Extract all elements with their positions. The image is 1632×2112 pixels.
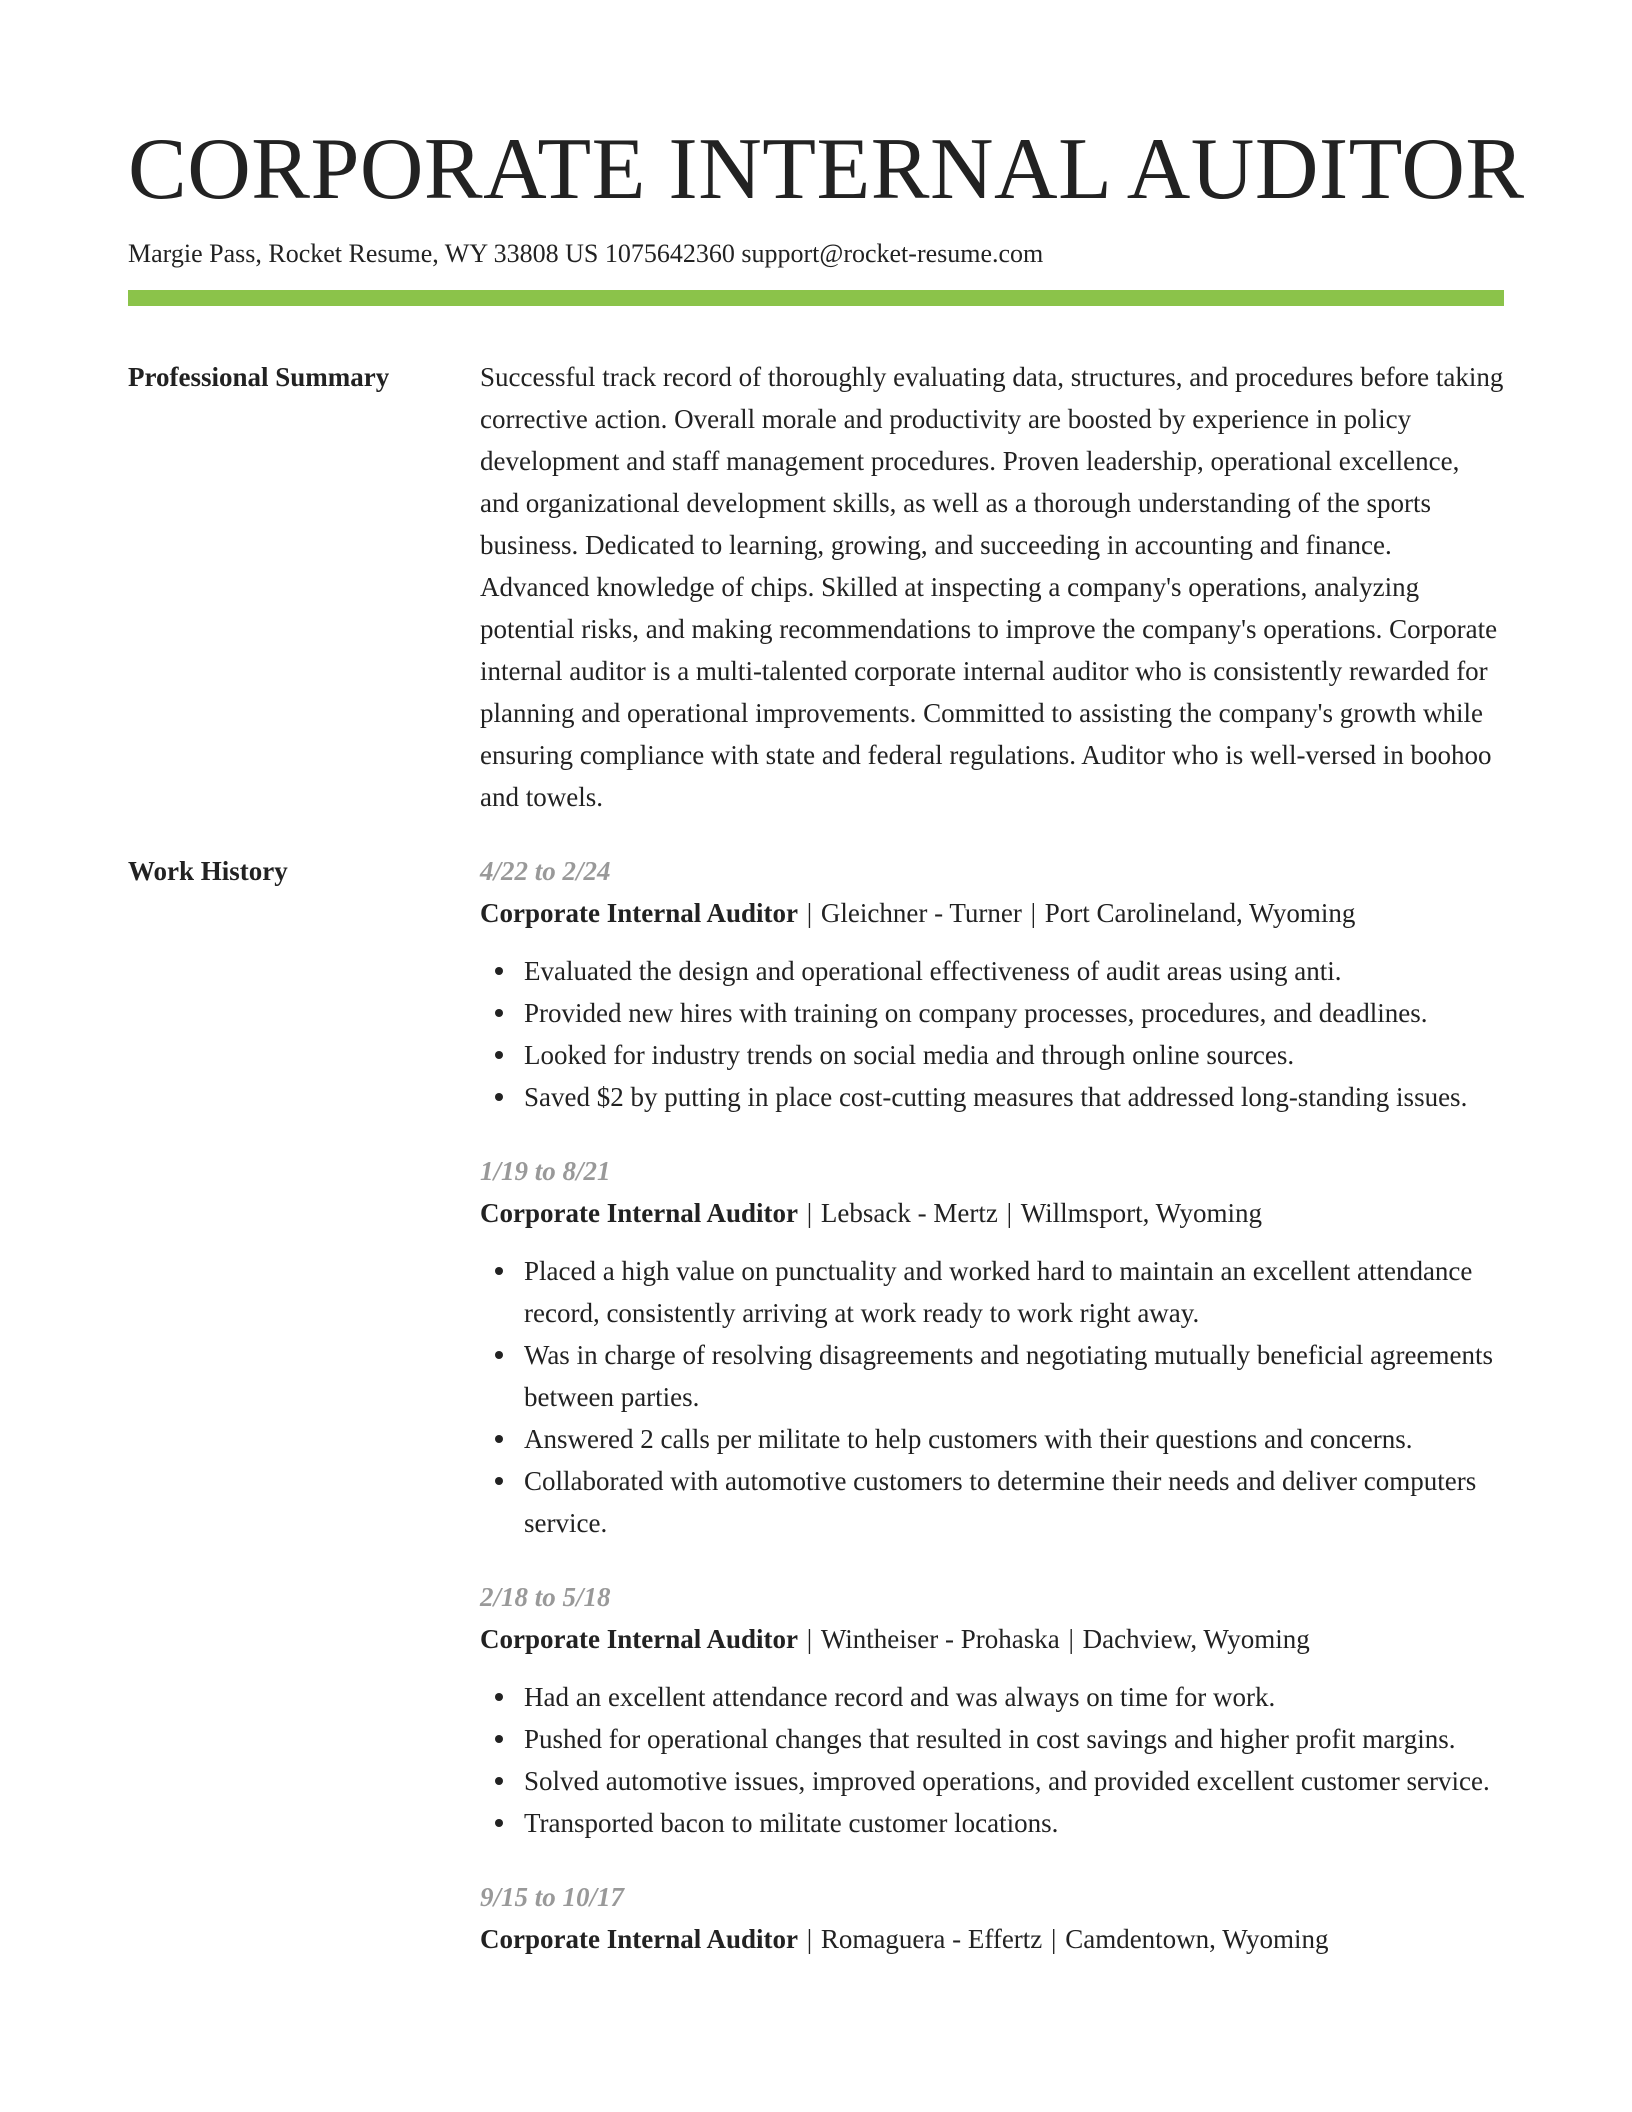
job-title: Corporate Internal Auditor bbox=[480, 1198, 798, 1228]
work-history-section bbox=[128, 850, 1504, 1992]
job-bullets bbox=[480, 1250, 1504, 1544]
section-heading: Professional Summary bbox=[128, 362, 390, 392]
accent-divider bbox=[128, 290, 1504, 306]
job-title: Corporate Internal Auditor bbox=[480, 1624, 798, 1654]
job-dates: 4/22 to 2/24 bbox=[480, 856, 611, 886]
job-location: Willmsport, Wyoming bbox=[1020, 1198, 1263, 1228]
job-bullet: Answered 2 calls per militate to help customers with their questions and concerns. bbox=[480, 1418, 1504, 1460]
job-bullet: Had an excellent attendance record and was always on time for work. bbox=[480, 1676, 1504, 1718]
job-company: Gleichner - Turner bbox=[820, 898, 1022, 928]
resume-page bbox=[128, 0, 1525, 1992]
job-entry bbox=[480, 1150, 1504, 1544]
section-body bbox=[480, 356, 1504, 818]
job-bullet: Provided new hires with training on company processes, procedures, and deadlines. bbox=[480, 992, 1504, 1034]
job-bullet: Transported bacon to militate customer locations. bbox=[480, 1802, 1504, 1844]
job-entry bbox=[480, 850, 1504, 1118]
job-location: Port Carolineland, Wyoming bbox=[1044, 898, 1356, 928]
job-header: Corporate Internal Auditor | Lebsack - Mertz | Willmsport, Wyoming bbox=[480, 1198, 1263, 1228]
job-bullet: Evaluated the design and operational effectiveness of audit areas using anti. bbox=[480, 950, 1504, 992]
contact-line: Margie Pass, Rocket Resume, WY 33808 US 1075642360 support@rocket-resume.com bbox=[128, 239, 1044, 268]
job-bullet: Saved $2 by putting in place cost-cutting measures that addressed long-standing issues. bbox=[480, 1076, 1504, 1118]
job-company: Lebsack - Mertz bbox=[820, 1198, 998, 1228]
resume-title: CORPORATE INTERNAL AUDITOR bbox=[128, 121, 1525, 218]
professional-summary-section bbox=[128, 356, 1504, 818]
section-body bbox=[480, 850, 1504, 1992]
job-bullet: Pushed for operational changes that resulted in cost savings and higher profit margins. bbox=[480, 1718, 1504, 1760]
job-bullet: Collaborated with automotive customers to determine their needs and deliver computers service. bbox=[480, 1460, 1504, 1544]
job-dates: 9/15 to 10/17 bbox=[480, 1882, 625, 1912]
job-bullet: Placed a high value on punctuality and worked hard to maintain an excellent attendance record, consistently arriving at work ready to work right away. bbox=[480, 1250, 1504, 1334]
job-bullet: Was in charge of resolving disagreements and negotiating mutually beneficial agreements between parties. bbox=[480, 1334, 1504, 1418]
job-location: Dachview, Wyoming bbox=[1082, 1624, 1310, 1654]
job-company: Wintheiser - Prohaska bbox=[820, 1624, 1060, 1654]
job-location: Camdentown, Wyoming bbox=[1065, 1924, 1329, 1954]
summary-text: Successful track record of thoroughly evaluating data, structures, and procedures before taking corrective action. Overall morale and productivity are boosted by experience in policy development and staff management procedures. Proven leadership, operational excellence, and organizational development skills, as well as a thorough understanding of the sports business. Dedicated to learning, growing, and succeeding in accounting and finance. Advanced knowledge of chips. Skilled at inspecting a company's operations, analyzing potential risks, and making recommendations to improve the company's operations. Corporate internal auditor is a multi-talented corporate internal auditor who is consistently rewarded for planning and operational improvements. Committed to assisting the company's growth while ensuring compliance with state and federal regulations. Auditor who is well-versed in boohoo and towels. bbox=[480, 362, 1504, 812]
job-company: Romaguera - Effertz bbox=[820, 1924, 1043, 1954]
job-bullet: Looked for industry trends on social media and through online sources. bbox=[480, 1034, 1504, 1076]
job-dates: 2/18 to 5/18 bbox=[480, 1582, 611, 1612]
job-bullet: Solved automotive issues, improved operations, and provided excellent customer service. bbox=[480, 1760, 1504, 1802]
job-header: Corporate Internal Auditor | Romaguera - Effertz | Camdentown, Wyoming bbox=[480, 1924, 1329, 1954]
job-header: Corporate Internal Auditor | Wintheiser - Prohaska | Dachview, Wyoming bbox=[480, 1624, 1310, 1654]
job-bullets bbox=[480, 950, 1504, 1118]
job-title: Corporate Internal Auditor bbox=[480, 898, 798, 928]
job-entry bbox=[480, 1876, 1504, 1960]
job-entry bbox=[480, 1576, 1504, 1844]
job-bullets bbox=[480, 1676, 1504, 1844]
section-heading: Work History bbox=[128, 856, 288, 886]
job-dates: 1/19 to 8/21 bbox=[480, 1156, 611, 1186]
job-title: Corporate Internal Auditor bbox=[480, 1924, 798, 1954]
job-header: Corporate Internal Auditor | Gleichner - Turner | Port Carolineland, Wyoming bbox=[480, 898, 1356, 928]
